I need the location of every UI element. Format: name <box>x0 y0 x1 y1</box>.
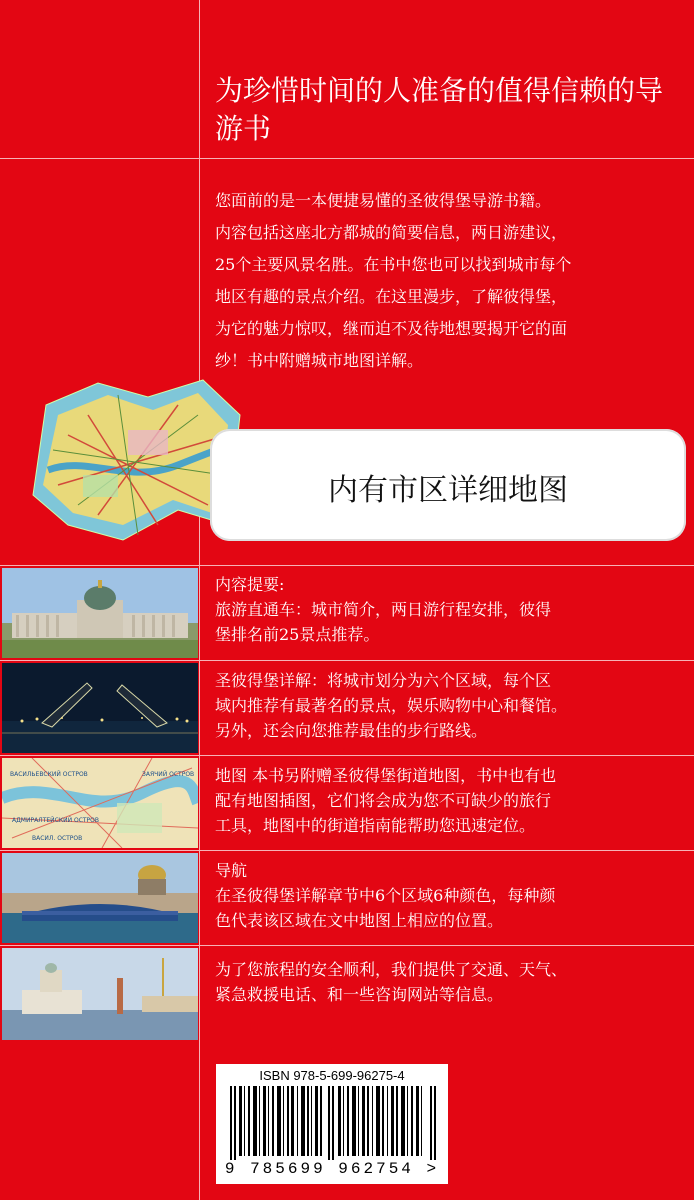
photo-column-divider <box>199 565 200 945</box>
intro-line: 25个主要风景名胜。在书中您也可以找到城市每个 <box>215 255 572 274</box>
detailed-map-callout <box>210 429 686 541</box>
section-line: 圣彼得堡详解：将城市划分为六个区域，每个区 <box>215 671 552 690</box>
kazan-cathedral-photo <box>2 568 198 658</box>
section-map <box>215 763 685 838</box>
isbn-barcode-box <box>216 1064 448 1184</box>
intro-line: 为它的魅力惊叹，继而迫不及待地想要揭开它的面 <box>215 319 568 338</box>
intro-line: 您面前的是一本便捷易懂的圣彼得堡导游书籍。 <box>215 191 552 210</box>
section-details <box>215 668 685 743</box>
section-line: 在圣彼得堡详解章节中6个区域6种颜色，每种颜 <box>215 886 556 905</box>
section-line: 紧急救援电话、和一些咨询网站等信息。 <box>215 985 504 1004</box>
divider-headline <box>0 158 694 159</box>
section-line: 旅游直通车：城市简介，两日游行程安排，彼得 <box>215 600 552 619</box>
intro-line: 地区有趣的景点介绍。在这里漫步，了解彼得堡， <box>215 287 568 306</box>
intro-text <box>215 185 685 377</box>
map-label: ЗАЯЧИЙ ОСТРОВ <box>142 771 195 778</box>
map-label: АДМИРАЛТЕЙСКИЙ ОСТРОВ <box>12 817 100 824</box>
divider-section-4 <box>0 850 694 851</box>
section-navigation <box>215 858 685 933</box>
section-safety <box>215 957 685 1007</box>
raised-bridge-night-photo <box>2 663 198 753</box>
kunstkamera-photo <box>2 948 198 1040</box>
divider-section-3 <box>0 755 694 756</box>
section-line: 域内推荐有最著名的景点，娱乐购物中心和餐馆。 <box>215 696 568 715</box>
isbn-digits: 9 785699 962754 > <box>224 1160 440 1178</box>
callout-text: 内有市区详细地图 <box>328 473 568 508</box>
map-label: ВАСИЛ. ОСТРОВ <box>32 835 83 842</box>
section-line: 另外，还会向您推荐最佳的步行路线。 <box>215 721 488 740</box>
isbn-label: ISBN 978-5-699-96275-4 <box>259 1068 405 1083</box>
section-line: 堡排名前25景点推荐。 <box>215 625 380 644</box>
intro-line: 纱！书中附赠城市地图详解。 <box>215 351 424 370</box>
section-line: 内容提要: <box>215 575 285 594</box>
map-label: ВАСИЛЬЕВСКИЙ ОСТРОВ <box>10 771 88 778</box>
section-line: 为了您旅程的安全顺利，我们提供了交通、天气、 <box>215 960 568 979</box>
divider-section-1 <box>0 565 694 566</box>
section-line: 地图 本书另附赠圣彼得堡街道地图，书中也有也 <box>215 766 557 785</box>
intro-line: 内容包括这座北方都城的简要信息，两日游建议， <box>215 223 568 242</box>
section-line: 工具，地图中的街道指南能帮助您迅速定位。 <box>215 816 536 835</box>
canal-cathedral-photo <box>2 853 198 943</box>
street-map-thumbnail <box>2 758 198 848</box>
section-line: 导航 <box>215 861 248 880</box>
headline: 为珍惜时间的人准备的值得信赖的导游书 <box>215 74 664 145</box>
section-line: 配有地图插图，它们将会成为您不可缺少的旅行 <box>215 791 552 810</box>
section-line: 色代表该区域在文中地图上相应的位置。 <box>215 911 504 930</box>
divider-section-5 <box>0 945 694 946</box>
section-contents <box>215 572 685 647</box>
barcode-image <box>230 1086 438 1160</box>
divider-section-2 <box>0 660 694 661</box>
